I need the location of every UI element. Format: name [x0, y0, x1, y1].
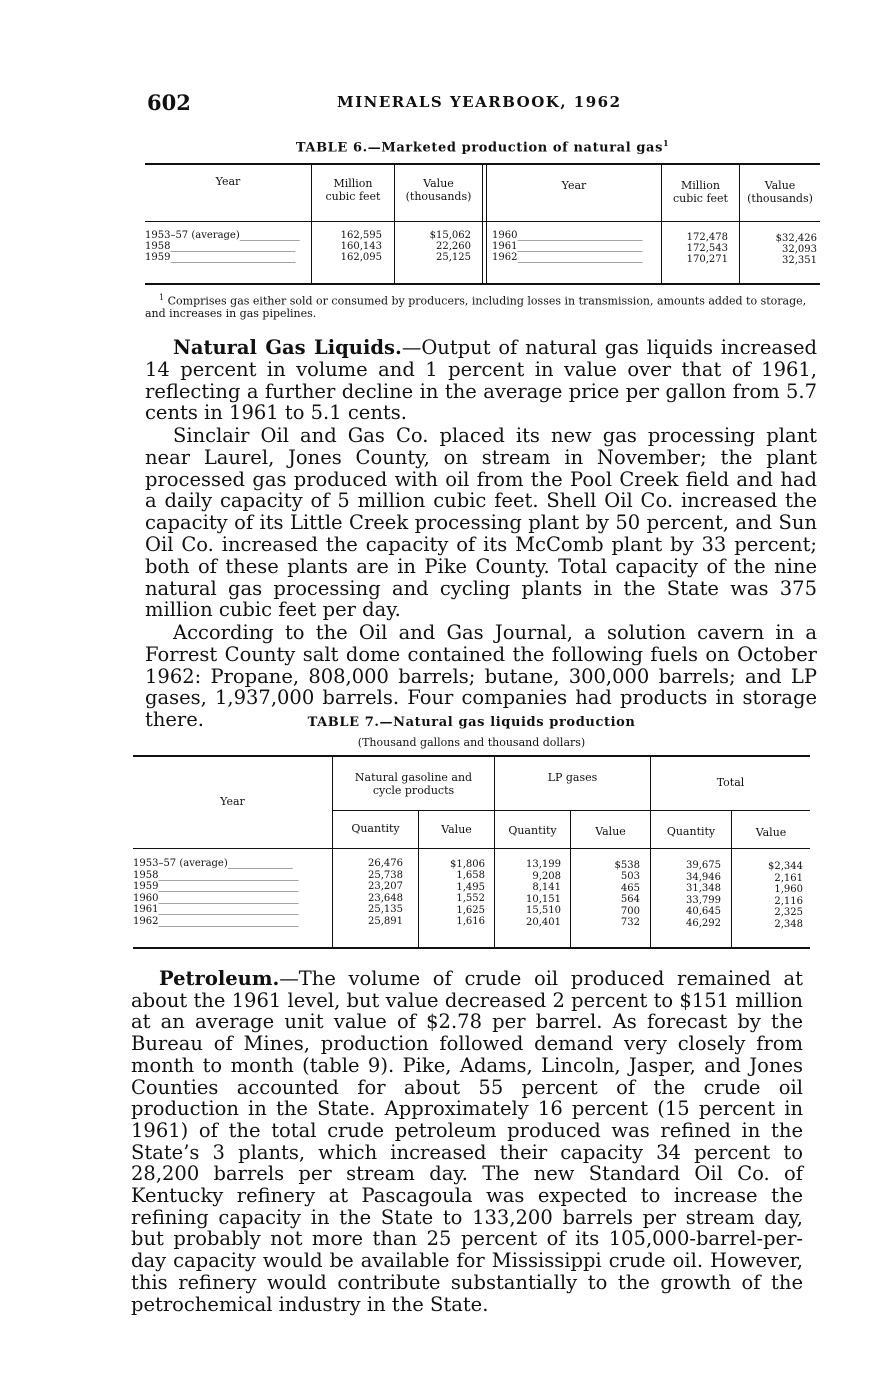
table7-sub-quantity: Quantity [351, 822, 400, 835]
cell-lp-value: 465 [620, 882, 640, 894]
dot-leader: ____________________________ [158, 869, 299, 881]
cell-total-value: $2,344 [768, 861, 803, 872]
row-year: 1962 [133, 915, 159, 927]
dot-leader: ____________________________ [158, 892, 299, 904]
cell-total-quantity: 33,799 [686, 894, 721, 906]
header-line: (thousands) [747, 192, 813, 205]
table7-sub-value: Value [441, 823, 472, 836]
cell-lp-value: $538 [614, 859, 640, 871]
table7-header-year: Year [220, 795, 245, 808]
dot-leader: _________________________ [517, 252, 643, 263]
table6 [145, 163, 820, 285]
cell-natural-value: 1,616 [456, 916, 485, 928]
paragraph-text: —The volume of crude oil produced remained at about the 1961 level, but value decreased 2 percent to $151 million at an average unit value of $2.78 per barrel. As forecast by the Bureau of Mines, production followed demand very closely from month to month (table 9). Pike, Adams, Lincoln, Jasper, and Jones Counties accounted for about 55 percent of the crude oil production in the State. Approximately 16 percent (15 percent in 1961) of the total crude petroleum produced was refined in the State’s 3 plants, which increased their capacity 34 percent to 28,200 barrels per stream day. The new Standard Oil Co. of Kentucky refinery at Pascagoula was expected to increase the refining capacity in the State to 133,200 barrels per stream day, but probably not more than 25 percent of its 105,000-barrel-per-day capacity would be available for Mississippi crude oil. However, this refinery would contribute substantially to the growth of the petrochemical industry in the State. [131, 967, 803, 1316]
table-row [133, 870, 329, 881]
cell-mcf: 170,271 [686, 254, 728, 265]
footnote-text: Comprises gas either sold or consumed by producers, including losses in transmission, amounts added to storage, and increases in gas pipelines. [145, 294, 807, 320]
table7-caption: TABLE 7.—Natural gas liquids production [307, 715, 636, 730]
cell-lp-quantity: 9,208 [532, 870, 561, 882]
footnote-marker: 1 [159, 293, 165, 302]
table7-subcaption: (Thousand gallons and thousand dollars) [357, 736, 586, 749]
cell-lp-quantity: 8,141 [532, 882, 561, 894]
row-year: 1959 [133, 881, 159, 892]
table-row [145, 241, 309, 252]
table-row [133, 881, 329, 892]
row-year: 1959 [145, 252, 171, 263]
row-year: 1962 [492, 252, 518, 263]
cell-value: $15,062 [429, 230, 471, 241]
cell-value: 32,093 [782, 244, 817, 255]
table7-header-lp: LP gases [547, 771, 598, 784]
dot-leader: _________________________ [170, 252, 296, 263]
table7-bottom-rule [133, 947, 810, 949]
table6-vrule [482, 165, 483, 283]
header-line: cubic feet [325, 190, 381, 203]
cell-lp-value: 732 [620, 917, 640, 929]
header-line: Million [333, 177, 373, 190]
cell-mcf: 160,143 [340, 241, 382, 252]
running-head [147, 90, 807, 114]
cell-lp-value: 700 [620, 905, 640, 917]
table6-bottom-rule [145, 283, 820, 285]
cell-total-value: 1,960 [774, 884, 803, 895]
row-year: 1958 [145, 241, 171, 252]
table7-top-rule [133, 755, 810, 757]
dot-leader: ____________________________ [158, 881, 299, 892]
cell-total-value: 2,161 [774, 872, 803, 884]
row-year: 1958 [133, 869, 159, 881]
ngl-heading: Natural Gas Liquids. [173, 336, 402, 359]
header-line: Value [764, 179, 796, 192]
ngl-paragraph-1 [145, 337, 817, 424]
table6-header-value-right [740, 179, 820, 205]
cell-value: 22,260 [436, 241, 471, 252]
cell-natural-value: 1,625 [456, 904, 485, 916]
dot-leader: ____________ [239, 230, 300, 241]
cell-mcf: 162,595 [340, 230, 382, 241]
cell-lp-quantity: 15,510 [526, 905, 561, 917]
cell-total-value: 2,325 [774, 907, 803, 918]
dot-leader: _________________________ [517, 230, 643, 241]
cell-natural-quantity: 25,135 [368, 904, 403, 915]
table6-header-year-right: Year [561, 179, 587, 192]
paragraph-text: —Output of natural gas liquids increased 14 percent in volume and 1 percent in value over that of 1961, reflecting a further decline in the average price per gallon from 5.7 cents in 1961 to 5.1 cents. [145, 336, 818, 425]
cell-lp-quantity: 13,199 [526, 859, 561, 871]
table-row [492, 230, 658, 241]
cell-natural-value: 1,658 [456, 870, 485, 882]
row-year: 1960 [133, 892, 159, 904]
cell-total-quantity: 39,675 [686, 860, 721, 872]
header-line: cubic feet [673, 192, 728, 205]
table6-header-year: Year [215, 175, 241, 188]
header-line: (thousands) [405, 190, 472, 203]
header-line: Value [423, 177, 454, 190]
table6-header-value [395, 177, 482, 203]
cell-lp-quantity: 10,151 [526, 893, 561, 905]
cell-lp-quantity: 20,401 [526, 916, 561, 928]
row-year: 1961 [133, 904, 159, 915]
petroleum-heading: Petroleum. [159, 967, 280, 990]
cell-natural-quantity: 23,207 [368, 881, 403, 892]
cell-total-quantity: 34,946 [686, 871, 721, 883]
table6-header-mcf [312, 177, 394, 203]
cell-total-value: 2,116 [774, 895, 803, 907]
cell-total-quantity: 31,348 [686, 883, 721, 895]
table-row [133, 904, 329, 915]
cell-total-quantity: 40,645 [686, 906, 721, 918]
header-line: Natural gasoline and [354, 771, 473, 784]
table7-header-natural [333, 771, 494, 797]
table7-sub-value: Value [755, 826, 787, 839]
header-line: Million [680, 179, 721, 192]
page-number: 602 [147, 90, 191, 115]
table-row [145, 230, 309, 241]
row-year: 1960 [492, 230, 518, 241]
cell-natural-quantity: 23,648 [368, 892, 403, 904]
table7 [133, 755, 810, 950]
table-row [492, 241, 658, 252]
header-line: cycle products [372, 784, 455, 797]
table7-header-total: Total [716, 776, 745, 789]
ngl-paragraph-2: Sinclair Oil and Gas Co. placed its new gas processing plant near Laurel, Jones County, on stream in November; the plant processed gas produced with oil from the Pool Creek field and had a daily capacity of 5 million cubic feet. Shell Oil Co. increased the capacity of its Little Creek processing plant by 50 percent, and Sun Oil Co. increased the capacity of its McComb plant by 33 percent; both of these plants are in Pike County. Total capacity of the nine natural gas processing and cycling plants in the State was 375 million cubic feet per day. [145, 424, 817, 622]
table7-header-rule [133, 848, 810, 849]
cell-natural-value: $1,806 [450, 858, 485, 870]
dot-leader: _________________________ [517, 241, 643, 252]
cell-natural-quantity: 25,738 [368, 869, 403, 881]
table-row [133, 916, 329, 927]
dot-leader: ____________________________ [158, 915, 299, 927]
table-row [145, 252, 309, 263]
table6-footnote [145, 292, 820, 320]
dot-leader: _________________________ [170, 241, 296, 252]
row-year: 1953–57 (average) [133, 858, 228, 869]
cell-natural-value: 1,552 [456, 893, 485, 905]
cell-natural-quantity: 25,891 [368, 915, 403, 927]
ngl-paragraph-3: According to the Oil and Gas Journal, a solution cavern in a Forrest County salt dome contained the following fuels on October 1962: Propane, 808,000 barrels; butane, 300,000 barrels; and LP gases, 1,937,000 barrels. Four companies had products in storage there. [145, 621, 817, 732]
cell-lp-value: 503 [620, 871, 640, 883]
cell-total-quantity: 46,292 [686, 917, 721, 929]
table6-header-mcf-right [662, 179, 739, 205]
cell-value: $32,426 [775, 233, 817, 244]
row-year: 1961 [492, 241, 518, 252]
cell-natural-value: 1,495 [456, 881, 485, 893]
table-row [133, 858, 329, 869]
table7-sub-value: Value [595, 825, 626, 838]
table7-sub-quantity: Quantity [508, 824, 557, 837]
cell-lp-value: 564 [620, 894, 640, 906]
cell-natural-quantity: 26,476 [368, 858, 403, 869]
table6-caption: TABLE 6.—Marketed production of natural gas$^1$ [295, 138, 670, 156]
cell-value: 32,351 [782, 255, 817, 266]
table-row [133, 893, 329, 904]
cell-mcf: 172,478 [686, 232, 728, 243]
table-row [492, 252, 658, 263]
cell-value: 25,125 [436, 252, 471, 263]
table7-sub-quantity: Quantity [666, 825, 716, 838]
table7-group-rule [333, 810, 810, 811]
dot-leader: ____________________________ [158, 904, 299, 915]
cell-mcf: 172,543 [686, 243, 728, 254]
cell-total-value: 2,348 [774, 918, 803, 930]
dot-leader: _____________ [227, 858, 293, 869]
running-title: MINERALS YEARBOOK, 1962 [337, 93, 622, 111]
cell-mcf: 162,095 [340, 252, 382, 263]
petroleum-paragraph [131, 968, 803, 1315]
row-year: 1953–57 (average) [145, 230, 240, 241]
